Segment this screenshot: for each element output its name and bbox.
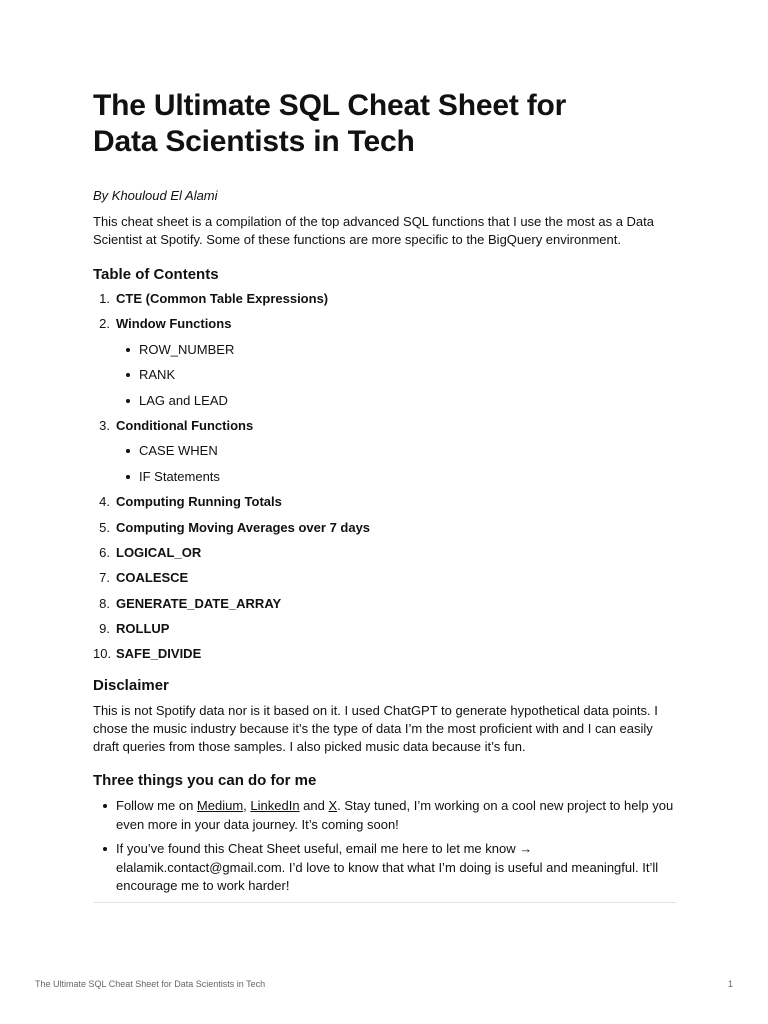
email-me-item: If you’ve found this Cheat Sheet useful, email me here to let me know → elalamik.contact@gmail.com. I’d love to know that what I’m doing is useful and meaningful. It’ll encourage me to work harder! (93, 840, 676, 896)
author-byline: By Khouloud El Alami (93, 188, 218, 203)
toc-item-label: Window Functions (116, 316, 232, 332)
toc-item-number: 1. (99, 291, 110, 306)
toc-item-label: SAFE_DIVIDE (116, 646, 202, 662)
toc-sublist (116, 443, 676, 484)
follow-prefix: Follow me on (116, 798, 197, 814)
toc-subitem: IF Statements (116, 469, 676, 485)
toc-item (93, 621, 676, 637)
toc-item-label: Conditional Functions (116, 417, 254, 433)
toc-item-label: ROLLUP (116, 621, 170, 637)
table-of-contents (93, 291, 676, 662)
page-number: 1 (727, 979, 733, 989)
toc-item (93, 596, 676, 612)
toc-item-label: LOGICAL_OR (116, 544, 202, 560)
toc-item-label: COALESCE (116, 570, 189, 586)
toc-item (93, 316, 676, 408)
toc-item-number: 6. (99, 544, 110, 560)
toc-item (93, 520, 676, 536)
toc-heading: Table of Contents (93, 266, 219, 283)
toc-item-number: 7. (99, 570, 110, 586)
toc-item (93, 646, 676, 662)
toc-subitem: RANK (116, 367, 676, 383)
toc-subitem: ROW_NUMBER (116, 342, 676, 358)
toc-item (93, 418, 676, 485)
intro-paragraph: This cheat sheet is a compilation of the top advanced SQL functions that I use the most as a Data Scientist at Spotify. Some of these functions are more specific to the BigQuery environment. (93, 214, 655, 247)
document-body (93, 88, 676, 903)
x-link[interactable]: X (328, 798, 338, 814)
toc-item (93, 291, 676, 307)
toc-item-label: GENERATE_DATE_ARRAY (116, 595, 282, 611)
toc-sublist (116, 342, 676, 409)
toc-item-number: 2. (99, 316, 110, 332)
toc-item-number: 5. (99, 519, 110, 535)
follow-suffix: . Stay tuned, I’m working on a cool new project to help you even more in your data journey. It’s coming soon! (116, 798, 674, 832)
three-things-list (93, 797, 676, 896)
disclaimer-heading: Disclaimer (93, 677, 169, 695)
toc-item-number: 9. (99, 621, 110, 637)
toc-item-number: 3. (99, 417, 110, 433)
toc-item-number: 8. (99, 595, 110, 611)
toc-item (93, 494, 676, 510)
toc-item-label: CTE (Common Table Expressions) (116, 291, 329, 306)
follow-separator: , (243, 798, 251, 814)
medium-link[interactable]: Medium (196, 798, 244, 814)
toc-item-label: Computing Moving Averages over 7 days (116, 519, 371, 535)
document-title (93, 88, 676, 160)
follow-separator: and (299, 798, 329, 814)
toc-item (93, 570, 676, 586)
toc-subitem: LAG and LEAD (116, 393, 676, 409)
toc-item-number: 4. (99, 494, 110, 510)
disclaimer-text: This is not Spotify data nor is it based on it. I used ChatGPT to generate hypothetical data points. I chose the music industry because it’s the type of data I’m the most proficient with and I can easily draft queries from those samples. I also picked music data because it’s fun. (93, 703, 658, 755)
follow-me-item (93, 797, 676, 834)
toc-item (93, 545, 676, 561)
toc-subitem: CASE WHEN (116, 443, 676, 459)
section-divider (93, 902, 676, 903)
toc-item-number: 10. (93, 646, 112, 662)
three-things-heading: Three things you can do for me (93, 772, 317, 790)
footer-title: The Ultimate SQL Cheat Sheet for Data Scientists in Tech (35, 979, 266, 989)
title-line-1: The Ultimate SQL Cheat Sheet for (93, 89, 567, 122)
title-line-2: Data Scientists in Tech (93, 125, 415, 158)
linkedin-link[interactable]: LinkedIn (250, 798, 300, 814)
toc-item-label: Computing Running Totals (116, 494, 282, 510)
